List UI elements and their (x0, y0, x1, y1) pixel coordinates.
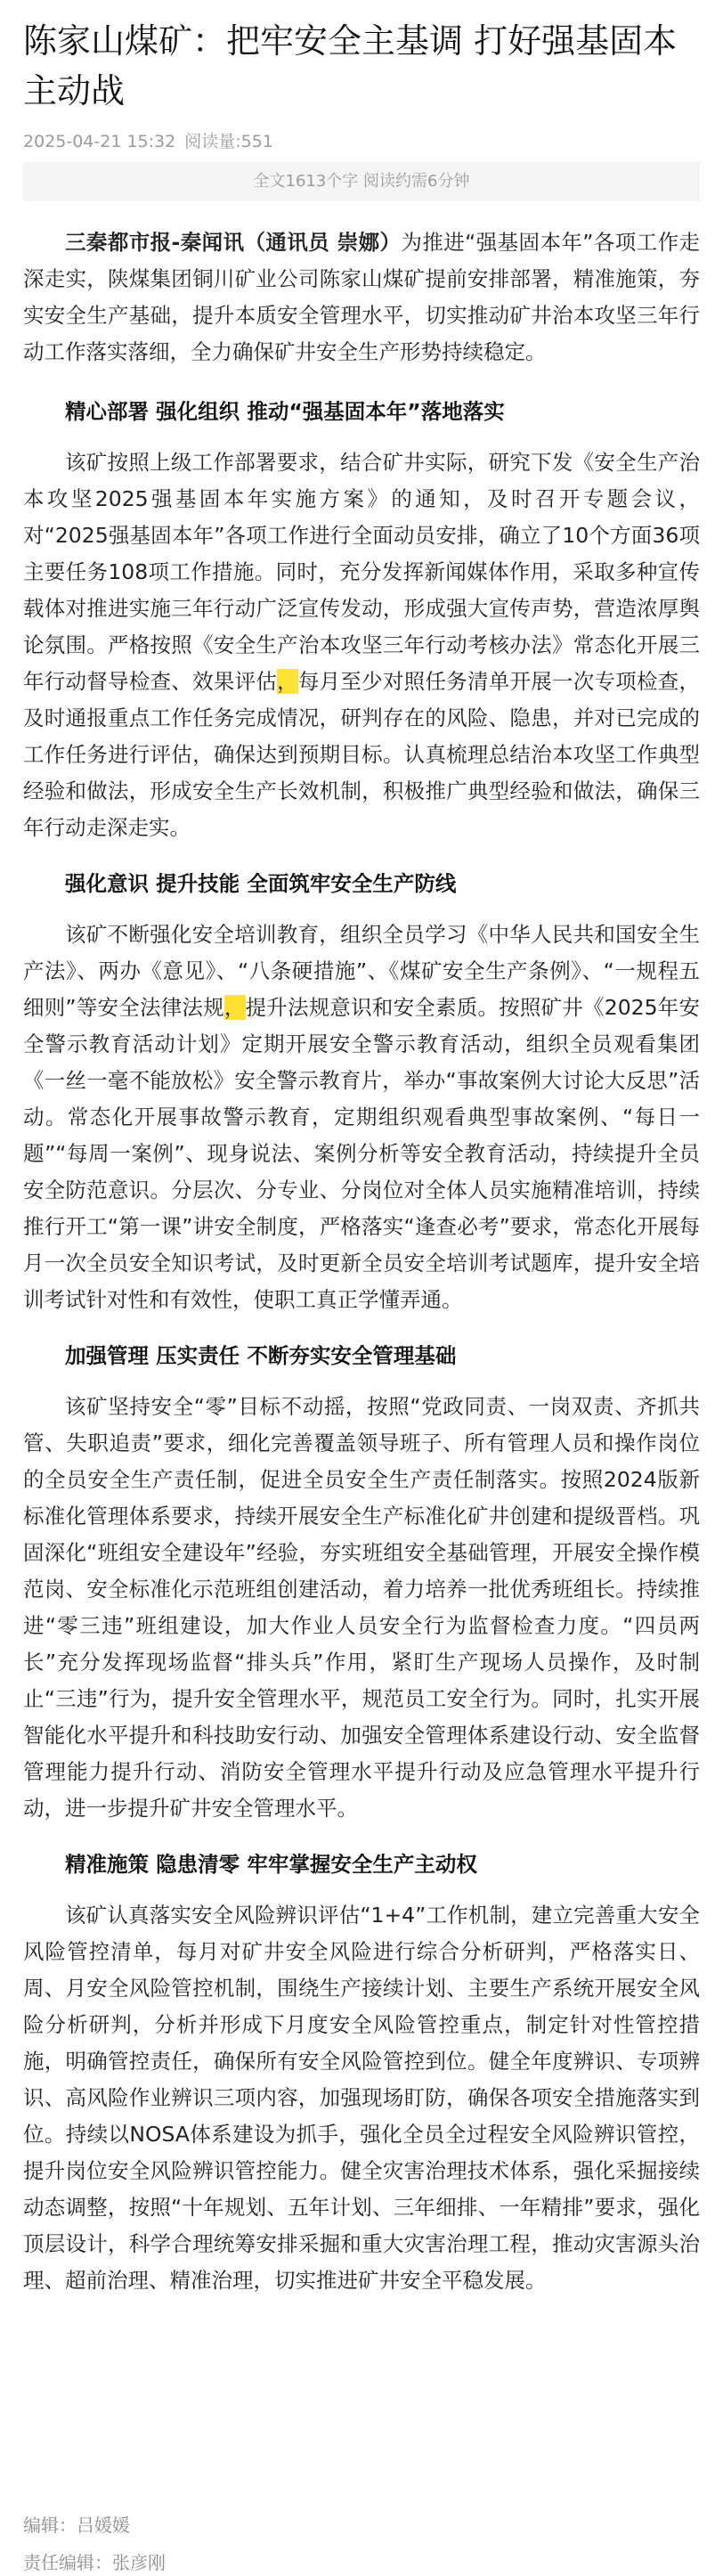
lead-paragraph (23, 224, 700, 371)
reading-stats-bar: 全文1613个字 阅读约需6分钟 (23, 162, 700, 201)
lead-byline: 三秦都市报-秦闻讯（通讯员 崇娜） (65, 230, 402, 255)
paragraph-text: 每月至少对照任务清单开展一次专项检查，及时通报重点工作任务完成情况，研判存在的风险、隐患，并对已完成的工作任务进行评估，确保达到预期目标。认真梳理总结治本攻坚工作典型经验和做法，形成安全生产长效机制，积极推广典型经验和做法，确保三年行动走深走实。 (23, 669, 701, 840)
read-count: 阅读量:551 (184, 132, 273, 151)
lead-text: 为推进“强基固本年”各项工作走深走实，陕煤集团铜川矿业公司陈家山煤矿提前安排部署，精准施策，夯实安全生产基础，提升本质安全管理水平，切实推动矿井治本攻坚三年行动工作落实落细，全力确保矿井安全生产形势持续稳定。 (23, 230, 700, 364)
paragraph-text: 该矿按照上级工作部署要求，结合矿井实际，研究下发《安全生产治本攻坚2025强基固本年实施方案》的通知，及时召开专题会议，对“2025强基固本年”各项工作进行全面动员安排，确立了10个方面36项主要任务108项工作措施。同时，充分发挥新闻媒体作用，采取多种宣传载体对推进实施三年行动广泛宣传发动，形成强大宣传声势，营造浓厚舆论氛围。严格按照《安全生产治本攻坚三年行动考核办法》常态化开展三年行动督导检查、效果评估 (23, 450, 700, 694)
section-heading: 强化意识 提升技能 全面筑牢安全生产防线 (65, 871, 457, 896)
section-paragraph (23, 1389, 700, 1827)
publish-date: 2025-04-21 15:32 (23, 132, 176, 151)
section-heading: 精心部署 强化组织 推动“强基固本年”落地落实 (65, 399, 505, 424)
section-paragraph (23, 917, 700, 1318)
editor-name: 编辑：吕媛媛 (23, 2515, 130, 2536)
highlighted-punctuation: ， (223, 995, 246, 1020)
section-paragraph (23, 1897, 700, 2299)
article-title: 陈家山煤矿：把牢安全主基调 打好强基固本主动战 (23, 21, 678, 110)
article-meta (0, 116, 723, 153)
paragraph-text: 该矿不断强化安全培训教育，组织全员学习《中华人民共和国安全生产法》、两办《意见》、“八条硬措施”、《煤矿安全生产条例》、“一规程五细则”等安全法律法规 (23, 922, 700, 1020)
section-heading: 精准施策 隐患清零 牢牢掌握安全生产主动权 (65, 1852, 477, 1877)
section-heading: 加强管理 压实责任 不断夯实安全管理基础 (65, 1343, 457, 1368)
chief-editor-name: 责任编辑：张彦刚 (23, 2552, 166, 2573)
paragraph-text: 该矿认真落实安全风险辨识评估“1+4”工作机制，建立完善重大安全风险管控清单，每月对矿井安全风险进行综合分析研判，严格落实日、周、月安全风险管控机制，围绕生产接续计划、主要生产系统开展安全风险分析研判，分析并形成下月度安全风险管控重点，制定针对性管控措施，明确管控责任，确保所有安全风险管控到位。健全年度辨识、专项辨识、高风险作业辨识三项内容，加强现场盯防，确保各项安全措施落实到位。持续以NOSA体系建设为抓手，强化全员全过程安全风险辨识管控，提升岗位安全风险辨识管控能力。健全灾害治理技术体系，强化采掘接续动态调整，按照“十年规划、五年计划、三年细排、一年精排”要求，强化顶层设计，科学合理统筹安排采掘和重大灾害治理工程，推动灾害源头治理、超前治理、精准治理，切实推进矿井安全平稳发展。 (23, 1903, 700, 2293)
paragraph-text: 该矿坚持安全“零”目标不动摇，按照“党政同责、一岗双责、齐抓共管、失职追责”要求，细化完善覆盖领导班子、所有管理人员和操作岗位的全员安全生产责任制，促进全员安全生产责任制落实。按照2024版新标准化管理体系要求，持续开展安全生产标准化矿井创建和提级晋档。巩固深化“班组安全建设年”经验，夯实班组安全基础管理，开展安全操作模范岗、安全标准化示范班组创建活动，着力培养一批优秀班组长。持续推进“零三违”班组建设，加大作业人员安全行为监督检查力度。“四员两长”充分发挥现场监督“排头兵”作用，紧盯生产现场人员操作，及时制止“三违”行为，提升安全管理水平，规范员工安全行为。同时，扎实开展智能化水平提升和科技助安行动、加强安全管理体系建设行动、安全监督管理能力提升行动、消防安全管理水平提升行动及应急管理水平提升行动，进一步提升矿井安全管理水平。 (23, 1394, 700, 1821)
highlighted-punctuation: ， (277, 669, 298, 694)
section-paragraph (23, 444, 700, 846)
paragraph-text: 提升法规意识和安全素质。按照矿井《2025年安全警示教育活动计划》定期开展安全警示教育活动，组织全员观看集团《一丝一毫不能放松》安全警示教育片，举办“事故案例大讨论大反思”活动。常态化开展事故警示教育，定期组织观看典型事故案例、“每日一题”“每周一案例”、现身说法、案例分析等安全教育活动，持续提升全员安全防范意识。分层次、分专业、分岗位对全体人员实施精准培训，持续推行开工“第一课”讲安全制度，严格落实“逢查必考”要求，常态化开展每月一次全员安全知识考试，及时更新全员安全培训考试题库，提升安全培训考试针对性和有效性，使职工真正学懂弄通。 (23, 995, 700, 1312)
article-body (0, 201, 723, 2299)
editor-credits (23, 2512, 166, 2576)
